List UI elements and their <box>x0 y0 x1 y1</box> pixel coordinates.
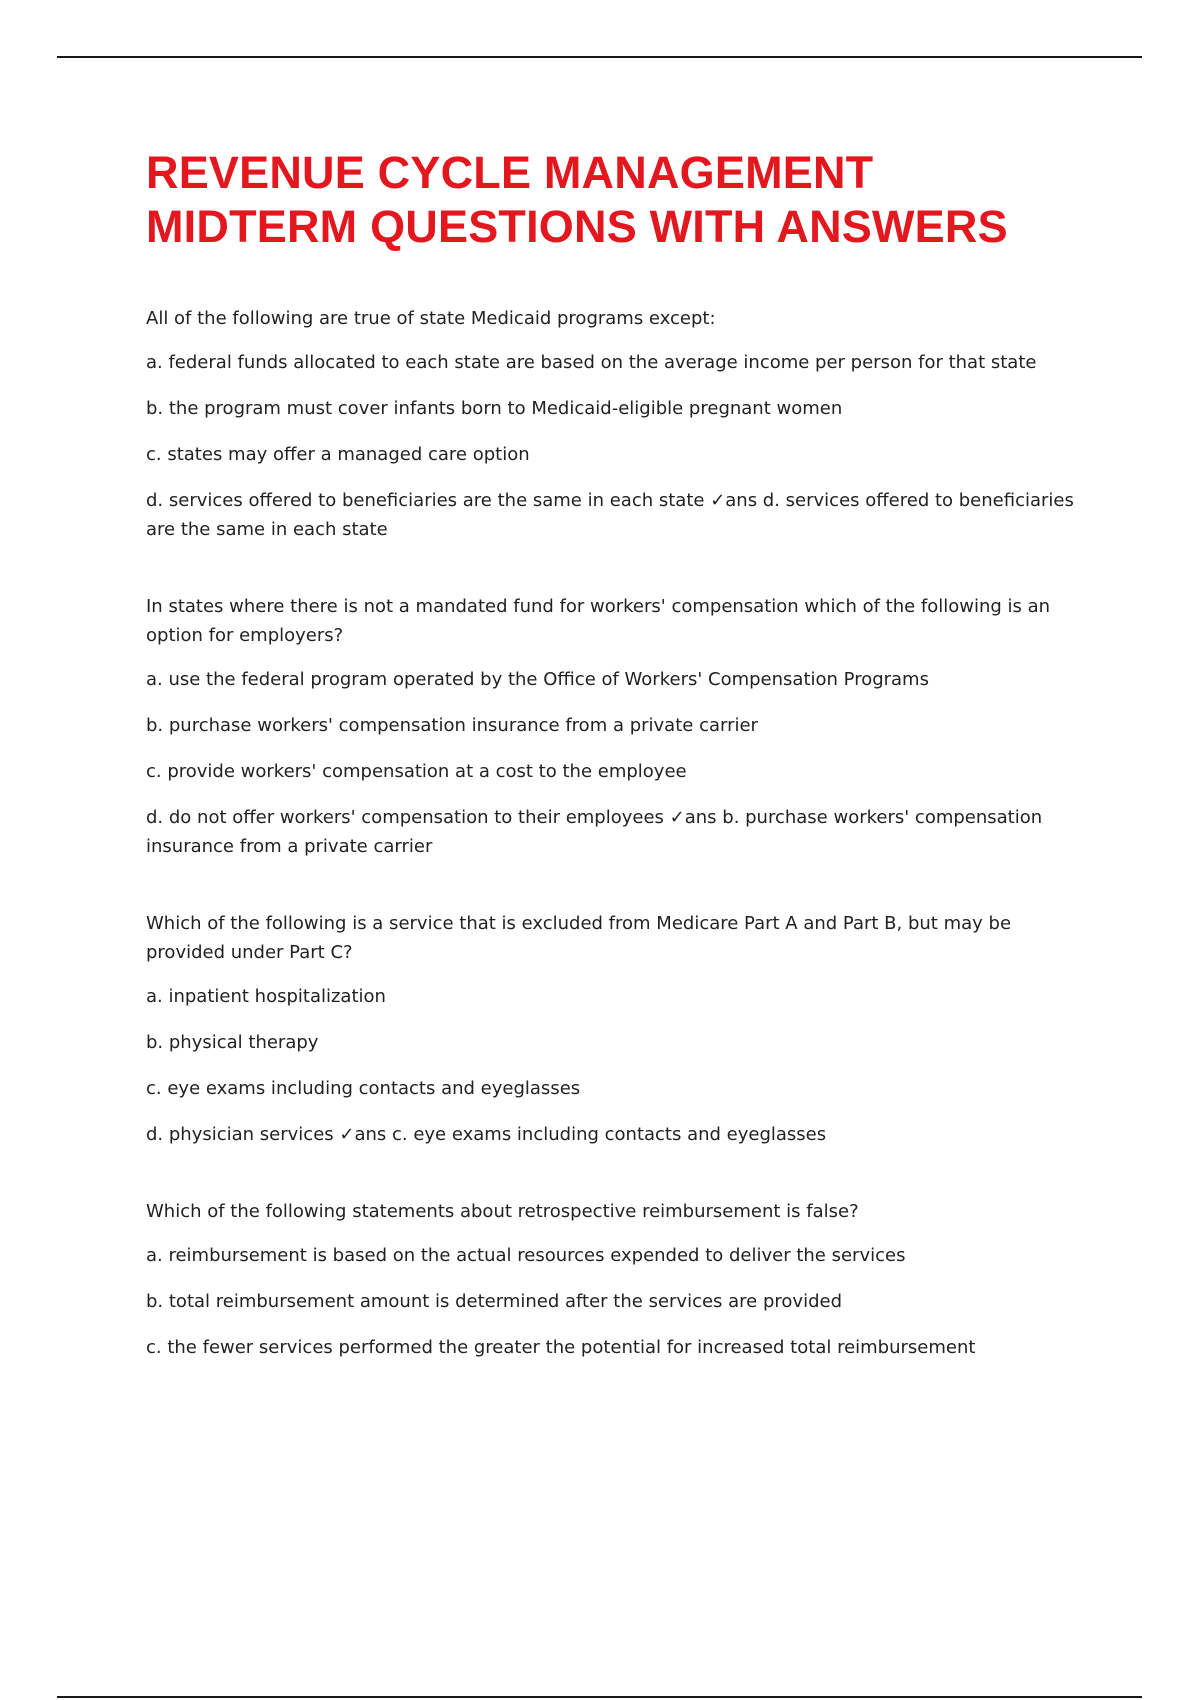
document-title <box>146 146 1076 254</box>
option-a: a. federal funds allocated to each state are based on the average income per person for that state <box>146 352 1037 373</box>
option-d-with-answer: d. physician services ✓ans c. eye exams including contacts and eyeglasses <box>146 1124 827 1145</box>
question-stem: All of the following are true of state Medicaid programs except: <box>146 308 716 329</box>
question-4 <box>146 1197 1076 1362</box>
option-d-with-answer: d. services offered to beneficiaries are the same in each state ✓ans d. services offered to beneficiaries are the same in each state <box>146 490 1074 540</box>
question-2 <box>146 592 1076 861</box>
question-stem: Which of the following is a service that is excluded from Medicare Part A and Part B, but may be provided under Part C? <box>146 913 1012 963</box>
document-body <box>146 146 1076 1410</box>
footer-rule <box>57 1696 1142 1698</box>
question-1 <box>146 304 1076 544</box>
question-stem: Which of the following statements about retrospective reimbursement is false? <box>146 1201 859 1222</box>
option-b: b. physical therapy <box>146 1032 319 1053</box>
option-a: a. reimbursement is based on the actual resources expended to deliver the services <box>146 1245 906 1266</box>
title-line-1: REVENUE CYCLE MANAGEMENT <box>146 147 874 198</box>
option-c: c. eye exams including contacts and eyeglasses <box>146 1078 581 1099</box>
option-b: b. purchase workers' compensation insurance from a private carrier <box>146 715 758 736</box>
option-c: c. the fewer services performed the greater the potential for increased total reimbursement <box>146 1337 976 1358</box>
option-a: a. inpatient hospitalization <box>146 986 386 1007</box>
option-b: b. the program must cover infants born to Medicaid-eligible pregnant women <box>146 398 843 419</box>
question-stem: In states where there is not a mandated fund for workers' compensation which of the following is an option for employers? <box>146 596 1051 646</box>
header-rule <box>57 56 1142 58</box>
option-d-with-answer: d. do not offer workers' compensation to their employees ✓ans b. purchase workers' compensation insurance from a private carrier <box>146 807 1043 857</box>
title-line-2: MIDTERM QUESTIONS WITH ANSWERS <box>146 201 1008 252</box>
option-b: b. total reimbursement amount is determined after the services are provided <box>146 1291 842 1312</box>
option-c: c. provide workers' compensation at a cost to the employee <box>146 761 687 782</box>
option-a: a. use the federal program operated by the Office of Workers' Compensation Programs <box>146 669 929 690</box>
option-c: c. states may offer a managed care option <box>146 444 530 465</box>
question-3 <box>146 909 1076 1149</box>
